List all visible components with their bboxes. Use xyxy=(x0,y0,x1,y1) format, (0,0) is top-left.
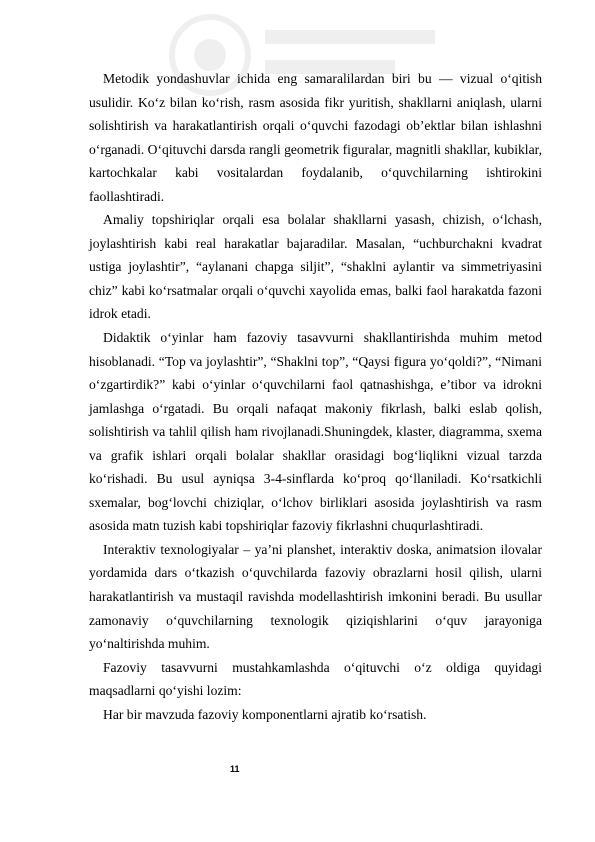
paragraph-didactic-games: Didaktik o‘yinlar ham fazoviy tasavvurni shakllantirishda muhim metod hisoblanadi. “Top va joylashtir”, “Shaklni top”, “Qaysi figura yo‘qoldi?”, “Nimani o‘zgartirdik?” kabi o‘yinlar o‘quvchilarni faol qatnashishga, e’tibor va idrokni jamlashga o‘rgatadi. Bu orqali nafaqat makoniy fikrlash, balki eslab qolish, solishtirish va tahlil qilish ham rivojlanadi.Shuningdek, klaster, diagramma, sxema va grafik ishlari orqali bolalar shakllar orasidagi bog‘liqlikni vizual tarzda ko‘rishadi. Bu usul ayniqsa 3-4-sinflarda ko‘proq qo‘llaniladi. Ko‘rsatkichli sxemalar, bog‘lovchi chiziqlar, o‘lchov birliklari asosida joylashtirish va rasm asosida matn tuzish kabi topshiriqlar fazoviy fikrlashni chuqurlashtiradi. xyxy=(89,330,542,534)
document-body xyxy=(89,67,542,726)
paragraph-goal-item: Har bir mavzuda fazoviy komponentlarni ajratib ko‘rsatish. xyxy=(103,706,427,722)
paragraph-interactive-tech: Interaktiv texnologiyalar – ya’ni planshet, interaktiv doska, animatsion ilovalar yordamida dars o‘tkazish o‘quvchilarda fazoviy obrazlarni hosil qilish, ularni harakatlantirish va mustaqil ravishda modellashtirish imkonini beradi. Bu usullar zamonaviy o‘quvchilarning texnologik qiziqishlarini o‘quv jarayoniga yo‘naltirishda muhim. xyxy=(89,541,542,652)
paragraph-teacher-goals: Fazoviy tasavvurni mustahkamlashda o‘qituvchi o‘z oldiga quyidagi maqsadlarni qo‘yishi lozim: xyxy=(89,659,542,699)
page-number: 11 xyxy=(230,764,240,774)
paragraph-practical-tasks: Amaliy topshiriqlar orqali esa bolalar shakllarni yasash, chizish, o‘lchash, joylashtirish kabi real harakatlar bajaradilar. Masalan, “uchburchakni kvadrat ustiga joylashtir”, “aylanani chapga siljit”, “shaklni aylantir va simmetriyasini chiz” kabi ko‘rsatmalar orqali o‘quvchi xayolida emas, balki faol harakatda fazoni idrok etadi. xyxy=(89,212,542,322)
paragraph-visual-method: Metodik yondashuvlar ichida eng samaralilardan biri bu — vizual o‘qitish usulidir. Ko‘z bilan ko‘rish, rasm asosida fikr yuritish, shakllarni aniqlash, ularni solishtirish va harakatlantirish orqali o‘quvchi fazodagi ob’ektlar bilan ishlashni o‘rganadi. O‘qituvchi darsda rangli geometrik figuralar, magnitli shakllar, kubiklar, kartochkalar kabi vositalardan foydalanib, o‘quvchilarning ishtirokini faollashtiradi. xyxy=(89,71,542,204)
